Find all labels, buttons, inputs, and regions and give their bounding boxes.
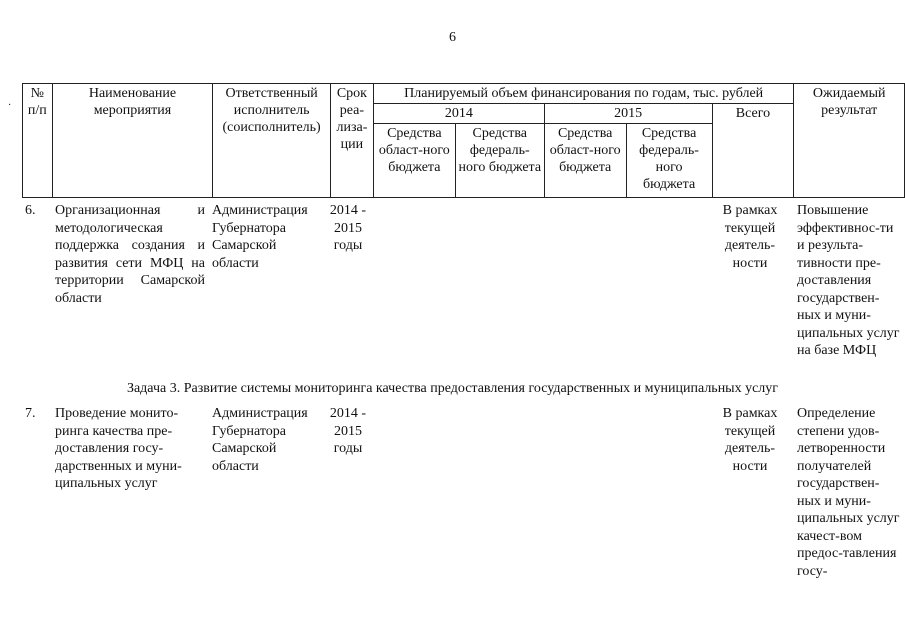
header-funding: Планируемый объем финансирования по годам, тыс. рублей bbox=[373, 84, 794, 104]
header-regional-2014: Средства област-ного бюджета bbox=[373, 124, 455, 198]
header-total: Всего bbox=[712, 104, 794, 198]
header-federal-2015: Средства федераль-ного бюджета bbox=[626, 124, 712, 198]
header-name: Наименование мероприятия bbox=[52, 84, 213, 198]
row6-num: 6. bbox=[25, 203, 36, 218]
header-term: Срок реа-лиза-ции bbox=[330, 84, 373, 198]
row6-executor: Администрация Губернатора Самарской области bbox=[212, 203, 308, 271]
row6-result: Повышение эффективнос-ти и результа-тивности пре-доставления государствен-ных и муни-ципальных услуг на базе МФЦ bbox=[797, 203, 900, 358]
row6-term: 2014 - 2015 годы bbox=[329, 203, 367, 253]
header-executor: Ответственный исполнитель (соисполнитель) bbox=[213, 84, 331, 198]
header-year-2015: 2015 bbox=[544, 104, 712, 124]
table-header bbox=[22, 83, 905, 198]
row7-result: Определение степени удов-летворенности получателей государствен-ных и муни-ципальных услуг качест-вом предос-тавления госу- bbox=[797, 406, 900, 579]
row7-num: 7. bbox=[25, 406, 36, 421]
row7-term: 2014 - 2015 годы bbox=[329, 406, 367, 456]
row6-name: Организационная и методологическая поддержка создания и развития сети МФЦ на территории Самарской области bbox=[55, 203, 205, 306]
row7-name: Проведение монито-ринга качества пре-доставления госу-дарственных и муни-ципальных услуг bbox=[55, 406, 182, 491]
header-regional-2015: Средства област-ного бюджета bbox=[544, 124, 626, 198]
row7-total: В рамках текущей деятель-ности bbox=[722, 406, 778, 474]
header-num: № п/п bbox=[23, 84, 53, 198]
margin-mark: · bbox=[8, 100, 12, 111]
task-heading: Задача 3. Развитие системы мониторинга качества предоставления государственных и муниципальных услуг bbox=[126, 381, 779, 396]
row6-total: В рамках текущей деятель-ности bbox=[722, 203, 778, 271]
header-year-2014: 2014 bbox=[373, 104, 544, 124]
page-number: 6 bbox=[449, 30, 456, 45]
row7-executor: Администрация Губернатора Самарской области bbox=[212, 406, 308, 474]
header-federal-2014: Средства федераль-ного бюджета bbox=[455, 124, 544, 198]
header-result: Ожидаемый результат bbox=[794, 84, 905, 198]
